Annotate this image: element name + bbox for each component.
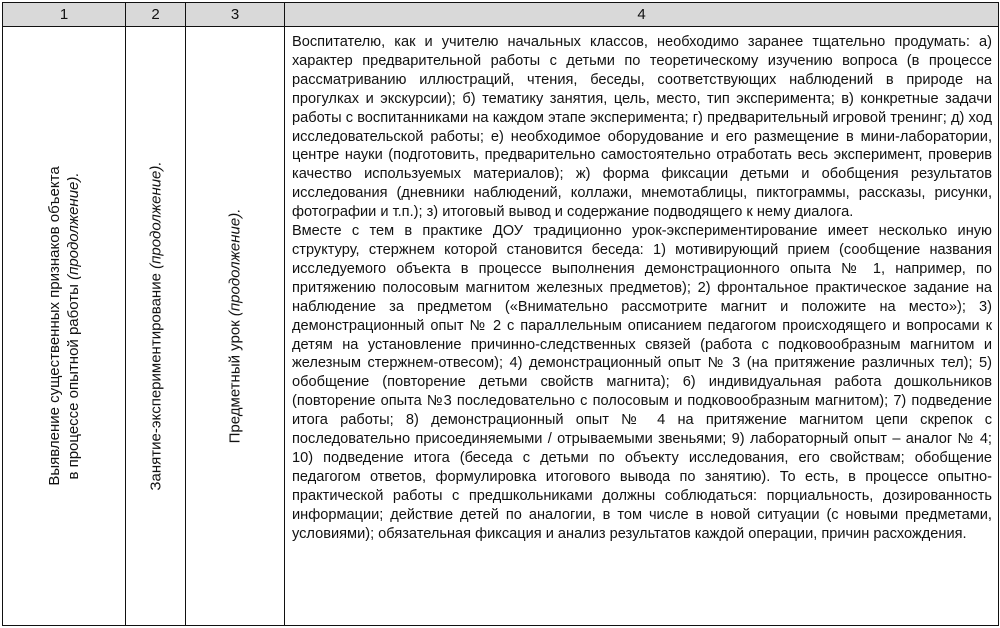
stage-text bbox=[45, 166, 83, 485]
form-label: Занятие-экспериментирование bbox=[147, 273, 164, 491]
analog-text bbox=[226, 209, 245, 444]
stage-line-2: в процессе опытной работы bbox=[65, 284, 82, 480]
header-col-2: 2 bbox=[126, 3, 186, 27]
header-row bbox=[3, 3, 999, 27]
content-row bbox=[3, 27, 999, 626]
stage-continuation: (продолжение). bbox=[65, 172, 82, 280]
analog-cell bbox=[186, 27, 285, 626]
content-paragraph-2: Вместе с тем в практике ДОУ традиционно урок-экспериментирование имеет несколько иную структуру, стержнем которой становится беседа: 1) мотивирующий прием (сообщение названия исследуемого объекта в процессе выполнения демонстрационного опыта № 1, например, по притяжению полосовым магнитом железных предметов); 2) фронтальное практическое задание на наблюдение за предметом («Внимательно рассмотрите магнит и положите на место»); 3) демонстрационный опыт № 2 с параллельным описанием педагогом происходящего и вопросами к детям на установление причинно-следственных связей (работа с подковообразным магнитом и железным стержнем-отвесом); 4) демонстрационный опыт № 3 (на притяжение различных тел); 5) обобщение (повторение детьми свойств магнита); 6) индивидуальная работа дошкольников (повторение опыта №3 последовательно с полосовым и подковообразным магнитом); 7) подведение итога работы; 8) демонстрационный опыт № 4 на притяжение магнитом цепи скрепок с последовательно присоединяемыми / отрываемыми звеньями; 9) лабораторный опыт – аналог № 4; 10) подведение итога (беседа с детьми по объекту исследования, его свойствам; обобщение педагогом ответов, формулировка итогового вывода по занятию). То есть, в процессе опытно-практической работы с предшкольниками должны соблюдаться: порциальность, дозированность информации; действие детей по аналогии, в том числе в новой ситуации (с новыми предметами, условиями); обязательная фиксация и анализ результатов каждой операции, причин расхождения. bbox=[292, 223, 992, 542]
content-paragraph-1: Воспитателю, как и учителю начальных классов, необходимо заранее тщательно продумать: а) характер предварительной работы с детьми по теоретическому изучению вопроса (в процессе рассматриванию иллюстраций, чтения, беседы, соответствующих наблюдений в природе на прогулках и экскурсии); б) тематику занятия, цель, место, тип эксперимента; в) конкретные задачи работы с воспитанниками на каждом этапе эксперимента; г) предварительный игровой тренинг; д) ход исследовательской работы; е) необходимое оборудование и его размещение в мини-лаборатории, центре науки (подготовить, предварительно самостоятельно отработать весь эксперимент, проверив качество используемых материалов); ж) форма фиксации детьми и обобщения результатов исследования (дневники наблюдений, коллажи, мнемотаблицы, пиктограммы, рассказы, рисунки, фотографии и т.п.); з) итоговый вывод и содержание подводящего к нему диалога. bbox=[292, 34, 992, 221]
analog-continuation: (продолжение). bbox=[226, 208, 244, 317]
stage-cell bbox=[3, 27, 126, 626]
analog-label: Предметный урок bbox=[226, 320, 244, 444]
content-cell bbox=[285, 27, 999, 626]
methodology-table bbox=[2, 2, 999, 626]
header-col-1: 1 bbox=[3, 3, 126, 27]
form-text bbox=[146, 161, 165, 490]
header-col-3: 3 bbox=[186, 3, 285, 27]
form-continuation: (продолжение). bbox=[147, 161, 164, 269]
stage-line-1: Выявление существенных признаков объекта bbox=[46, 166, 63, 486]
form-cell bbox=[126, 27, 186, 626]
header-col-4: 4 bbox=[285, 3, 999, 27]
